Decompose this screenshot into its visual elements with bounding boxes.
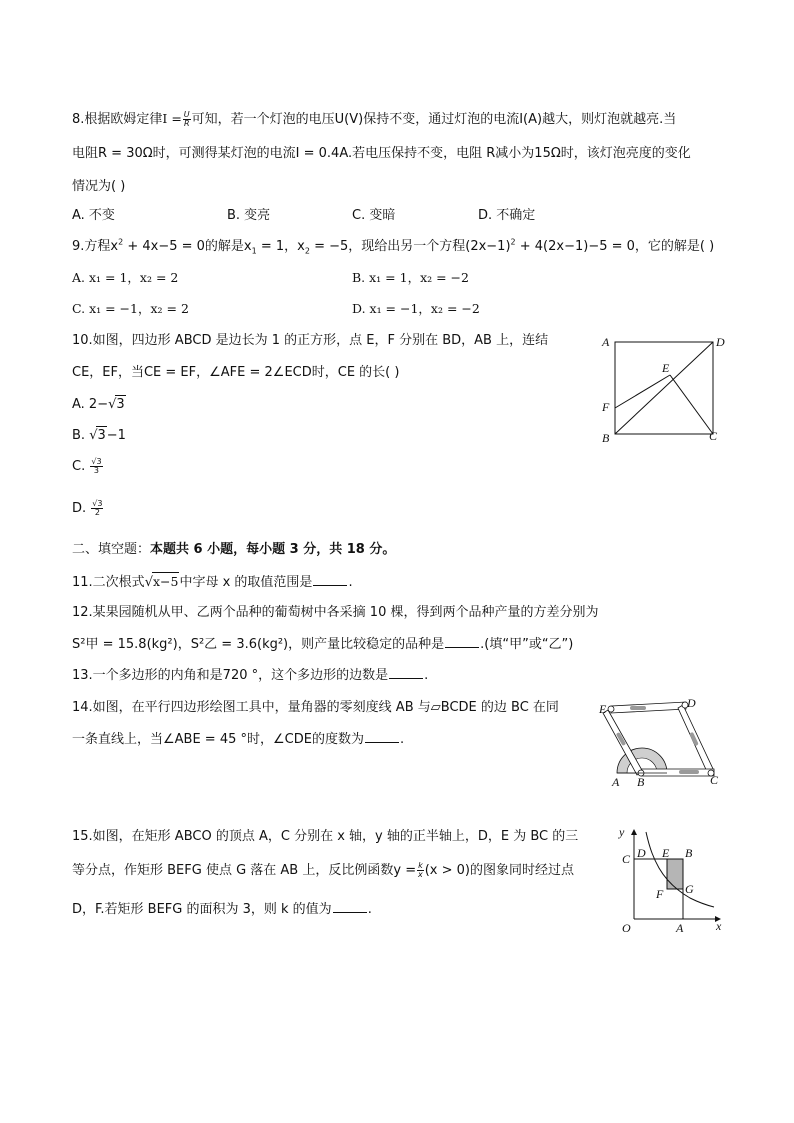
q8-line3: 情况为( )	[72, 179, 126, 194]
q12-line1: 12.某果园随机从甲、乙两个品种的葡萄树中各采摘 10 棵，得到两个品种产量的方差分别为	[72, 605, 599, 620]
q8-option-b: B. 变亮	[227, 208, 271, 223]
q12-answer-blank[interactable]	[445, 647, 479, 648]
q15-line2: 等分点，作矩形 BEFG 使点 G 落在 AB 上，反比例函数y = $\frac{k}{x}$ (x > 0)的图象同时经过点	[72, 861, 574, 879]
q15-label-e: E	[662, 846, 670, 860]
q11-line: 11.二次根式√x−5中字母 x 的取值范围是 .	[72, 574, 353, 590]
q14-label-c: C	[710, 773, 719, 787]
q15-label-g: G	[685, 882, 694, 896]
q14-line2: 一条直线上，当∠ABE = 45 °时，∠CDE的度数为 .	[72, 732, 405, 747]
q14-parallelogram-figure	[597, 696, 727, 790]
q9-option-a: A. x₁ = 1，x₂ = 2	[72, 270, 179, 285]
q15-line1: 15.如图，在矩形 ABCO 的顶点 A，C 分别在 x 轴，y 轴的正半轴上，D，E 为 BC 的三	[72, 829, 579, 844]
q10-line1: 10.如图，四边形 ABCD 是边长为 1 的正方形，点 E，F 分别在 BD，AB 上，连结	[72, 333, 549, 348]
q8-line2: 电阻R = 30Ω时，可测得某灯泡的电流I = 0.4A.若电压保持不变，电阻 R减小为15Ω时，该灯泡亮度的变化	[72, 146, 691, 161]
q10-label-a: A	[602, 335, 610, 349]
q8-option-a: A. 不变	[72, 208, 115, 223]
q10-label-d: D	[716, 335, 725, 349]
q15-label-b: B	[685, 846, 693, 860]
q10-option-a: A. 2−√3	[72, 397, 125, 412]
q10-line2: CE，EF，当CE = EF，∠AFE = 2∠ECD时，CE 的长( )	[72, 365, 400, 380]
q11-answer-blank[interactable]	[313, 585, 347, 586]
q10-label-b: B	[602, 431, 610, 444]
q10-label-e: E	[662, 361, 670, 375]
q13-answer-blank[interactable]	[389, 678, 423, 679]
q15-coordinate-figure	[616, 826, 728, 936]
q8-fraction: $\frac{U}{R}$	[183, 110, 190, 128]
q15-label-o: O	[622, 921, 631, 935]
q10-option-d: D. $\frac{√3}{2}$	[72, 499, 103, 517]
section-2-heading: 二、填空题：本题共 6 小题，每小题 3 分，共 18 分。	[72, 542, 396, 557]
q9-stem: 9.方程$x^2 + 4x-5 = 0$的解是$x_1 = 1$，$x_2 = -5$，现给出另一个方程$(2x-1)^2 + 4(2x-1)-5 = 0$，它的解是( )	[72, 237, 715, 256]
q10-label-c: C	[709, 429, 718, 443]
q10-label-f: F	[602, 400, 610, 414]
q15-label-c: C	[622, 852, 631, 866]
q15-answer-blank[interactable]	[333, 912, 367, 913]
q10-option-b: B. √3−1	[72, 428, 126, 443]
q14-label-a: A	[612, 775, 620, 789]
q14-label-e: E	[599, 702, 607, 716]
q9-option-d: D. x₁ = −1，x₂ = −2	[352, 301, 480, 316]
q8-option-c: C. 变暗	[352, 208, 396, 223]
q9-option-b: B. x₁ = 1，x₂ = −2	[352, 270, 469, 285]
q14-line1: 14.如图，在平行四边形绘图工具中，量角器的零刻度线 AB 与▱BCDE 的边 BC 在同	[72, 700, 559, 715]
q14-label-d: D	[687, 696, 696, 710]
q14-label-b: B	[637, 775, 645, 789]
q15-label-d: D	[637, 846, 646, 860]
q14-answer-blank[interactable]	[365, 742, 399, 743]
q10-square-figure	[596, 332, 726, 444]
q15-line3: D，F.若矩形 BEFG 的面积为 3，则 k 的值为 .	[72, 902, 372, 917]
q8-line1: 8.根据欧姆定律I = $\frac{U}{R}$ 可知，若一个灯泡的电压U(V)保持不变，通过灯泡的电流I(A)越大，则灯泡就越亮.当	[72, 110, 677, 128]
q8-number: 8.根据欧姆定律	[72, 112, 163, 127]
q9-option-c: C. x₁ = −1，x₂ = 2	[72, 301, 189, 316]
q12-line2: S²甲 = 15.8(kg²)，S²乙 = 3.6(kg²)，则产量比较稳定的品种是 .(填“甲”或“乙”)	[72, 637, 574, 652]
q15-label-y: y	[619, 826, 625, 839]
q8-option-d: D. 不确定	[478, 208, 536, 223]
q13-line: 13.一个多边形的内角和是720 °，这个多边形的边数是 .	[72, 668, 429, 683]
q8-formula: I =	[162, 111, 182, 126]
q10-option-c: C. $\frac{√3}{3}$	[72, 457, 102, 475]
q15-label-f: F	[656, 887, 664, 901]
q15-label-a: A	[676, 921, 684, 935]
q15-label-x: x	[716, 919, 722, 933]
